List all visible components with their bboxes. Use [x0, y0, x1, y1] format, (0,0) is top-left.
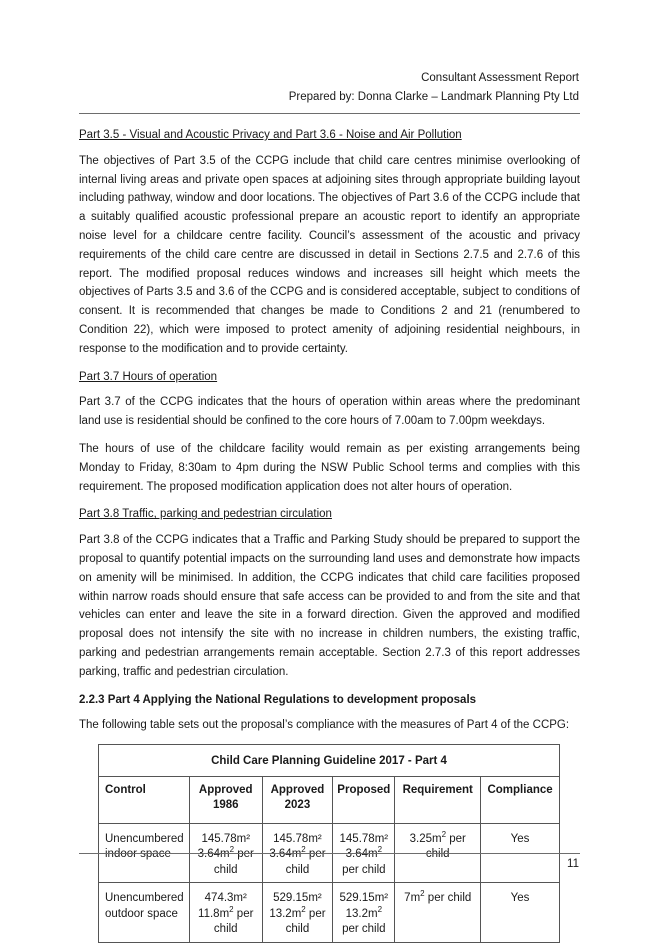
page-number: 11	[567, 858, 579, 870]
footer-divider	[79, 853, 580, 854]
section-heading-2-2-3: 2.2.3 Part 4 Applying the National Regulations to development proposals	[79, 693, 477, 706]
rate-value: 3.64m	[197, 848, 230, 861]
column-header: Approved 1986	[189, 776, 262, 823]
area-value: 529.15m²	[273, 892, 322, 905]
compliance-cell: Yes	[481, 823, 560, 883]
table-caption: Child Care Planning Guideline 2017 - Part 4	[99, 745, 560, 777]
rate-unit: per child	[213, 907, 254, 936]
proposed-cell	[333, 883, 395, 943]
rate-unit: per child	[213, 848, 254, 876]
area-value: 145.78m²	[273, 832, 322, 845]
superscript: 2	[301, 845, 306, 855]
rate-value: 11.8m	[198, 907, 230, 920]
rate-unit: per child	[342, 863, 386, 876]
superscript: 2	[441, 829, 447, 839]
area-value: 474.3m²	[204, 892, 247, 905]
paragraph-3-7-b: The hours of use of the childcare facility would remain as per existing arrangements being Monday to Friday, 8:30am to 4pm during the NSW Public School terms and complies with this requirement. The proposed modification application does not alter hours of operation.	[79, 442, 580, 493]
report-author: Prepared by: Donna Clarke – Landmark Planning Pty Ltd	[288, 91, 579, 103]
rate-value: 13.2m	[345, 907, 378, 920]
superscript: 2	[229, 904, 234, 914]
area-value: 145.78m²	[339, 832, 389, 845]
column-header: Approved 2023	[262, 776, 333, 823]
rate-value: 13.2m	[269, 907, 302, 920]
approved-2023-cell	[262, 883, 333, 943]
requirement-unit: per child	[425, 832, 466, 861]
rate-unit: per child	[285, 848, 326, 876]
control-cell: Unencumbered indoor space	[99, 823, 190, 883]
requirement-cell	[395, 883, 481, 943]
table-header-row	[99, 776, 560, 823]
page-body	[79, 126, 580, 943]
column-header: Control	[99, 776, 190, 823]
paragraph-3-8: Part 3.8 of the CCPG indicates that a Traffic and Parking Study should be prepared to support the proposal to quantify potential impacts on the surrounding land uses and demonstrate how impacts on amenity will be minimised. In addition, the CCPG indicates that child care facilities proposed within narrow roads should ensure that safe access can be provided to and from the site and that vehicles can enter and leave the site in a forward direction. Given the approved and modified proposal does not intensify the site with no increase in children numbers, the existing traffic, parking and pedestrian arrangements remain acceptable. Section 2.7.3 of this report addresses parking, traffic and pedestrian circulation.	[79, 534, 580, 678]
superscript: 2	[229, 845, 235, 855]
rate-value: 3.64m	[345, 848, 378, 861]
rate-unit: per child	[285, 907, 326, 936]
area-value: 145.78m²	[201, 832, 251, 845]
compliance-cell: Yes	[481, 883, 560, 943]
rate-value: 3.64m	[269, 848, 302, 861]
requirement-value: 7m	[404, 892, 421, 905]
column-header: Proposed	[333, 776, 395, 823]
column-header: Requirement	[395, 776, 481, 823]
table-caption-row	[99, 745, 560, 777]
superscript: 2	[420, 889, 425, 899]
paragraph-2-2-3: The following table sets out the proposal’s compliance with the measures of Part 4 of the CCPG:	[79, 719, 570, 732]
requirement-value: 3.25m	[409, 832, 442, 845]
superscript: 2	[377, 845, 383, 855]
compliance-table	[98, 744, 560, 943]
report-title: Consultant Assessment Report	[421, 72, 579, 84]
section-heading-3-8: Part 3.8 Traffic, parking and pedestrian circulation	[79, 508, 332, 521]
requirement-unit: per child	[424, 892, 472, 905]
section-heading-3-7: Part 3.7 Hours of operation	[79, 370, 218, 383]
header-divider	[79, 113, 580, 114]
rate-unit: per child	[342, 923, 386, 936]
table-row	[99, 883, 560, 943]
superscript: 2	[377, 904, 383, 914]
area-value: 529.15m²	[339, 892, 389, 905]
column-header: Compliance	[481, 776, 560, 823]
paragraph-3-7-a: Part 3.7 of the CCPG indicates that the hours of operation within areas where the predominant land use is residential should be confined to the core hours of 7.00am to 7.00pm weekdays.	[79, 396, 580, 428]
paragraph-3-5: The objectives of Part 3.5 of the CCPG include that child care centres minimise overlooking of internal living areas and private open spaces at adjoining sites through appropriate building layout including pathway, window and door locations. The objectives of Part 3.6 of the CCPG include that a suitably qualified acoustic professional prepare an acoustic report to identify an appropriate noise level for a childcare centre facility. Council’s assessment of the acoustic and privacy requirements of the child care centre are discussed in detail in Sections 2.7.5 and 2.7.6 of this report. The modified proposal reduces windows and increases sill height which meets the objectives of Parts 3.5 and 3.6 of the CCPG and is considered acceptable, subject to conditions of consent. It is recommended that changes be made to Conditions 2 and 21 (renumbered to Condition 22), which were imposed to protect amenity of adjoining residential neighbours, in response to the modification and to provide certainty.	[79, 154, 580, 355]
superscript: 2	[301, 904, 306, 914]
control-cell: Unencumbered outdoor space	[99, 883, 190, 943]
section-heading-3-5: Part 3.5 - Visual and Acoustic Privacy and Part 3.6 - Noise and Air Pollution	[79, 129, 462, 141]
approved-1986-cell	[189, 883, 262, 943]
